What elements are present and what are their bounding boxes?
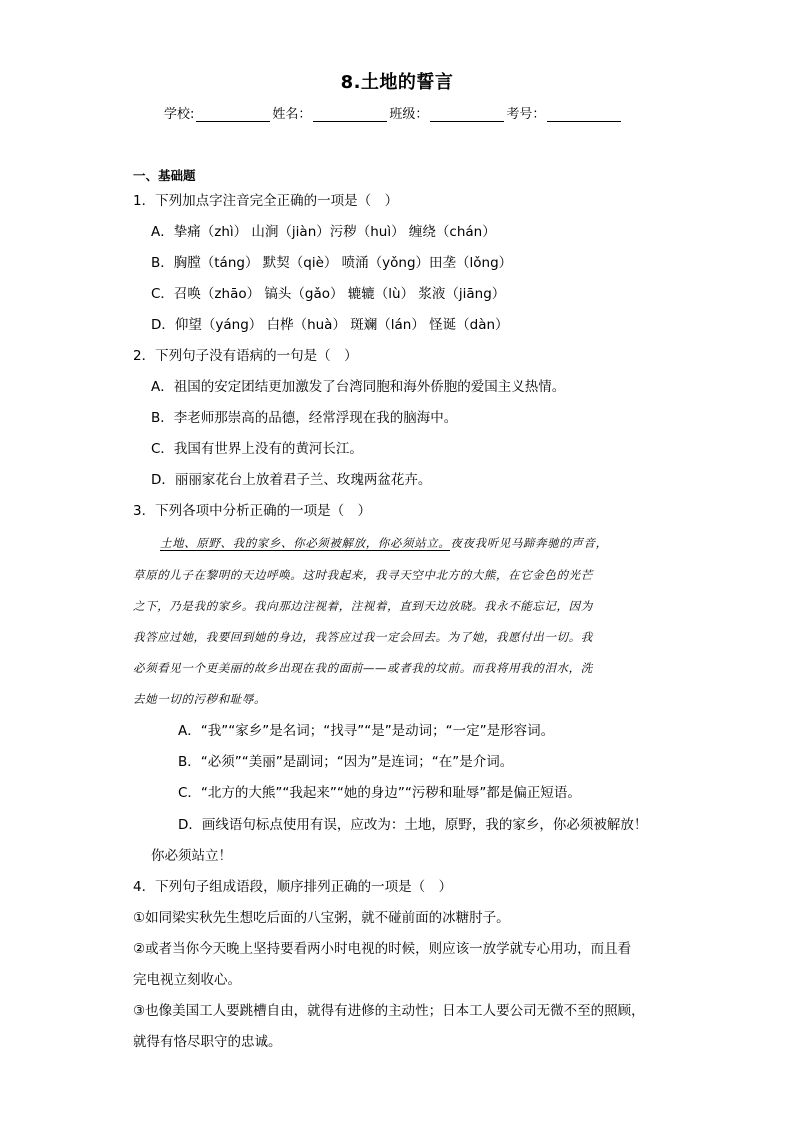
question-3-option-b[interactable]: B．“必须”“美丽”是副词；“因为”是连词；“在”是介词。 — [178, 754, 514, 770]
student-info-row — [164, 103, 623, 122]
question-3-option-d[interactable]: D．画线语句标点使用有误，应改为：土地，原野，我的家乡，你必须被解放！ — [178, 817, 648, 833]
question-2-option-a[interactable]: A．祖国的安定团结更加激发了台湾同胞和海外侨胞的爱国主义热情。 — [151, 379, 566, 395]
name-label: 姓名： — [272, 107, 312, 122]
question-3-stem: 3．下列各项中分析正确的一项是（ ） — [133, 503, 372, 519]
passage-line-1-rest: 夜夜我听见马蹄奔驰的声音， — [450, 536, 608, 550]
question-4-sentence-2-continued: 完电视立刻收心。 — [133, 972, 241, 988]
question-4-stem: 4．下列句子组成语段，顺序排列正确的一项是（ ） — [133, 879, 453, 895]
question-1-option-a[interactable]: A．挚痛（zhì） 山涧（jiàn）污秽（huì） 缠绕（chán） — [151, 224, 496, 240]
page-title: 8.土地的誓言 — [340, 72, 454, 93]
name-blank[interactable] — [313, 107, 387, 122]
question-4-sentence-3: ③也像美国工人要跳槽自由，就得有进修的主动性；日本工人要公司无微不至的照顾， — [133, 1003, 645, 1019]
school-field — [164, 103, 272, 122]
class-blank[interactable] — [430, 107, 504, 122]
passage-line-2: 草原的儿子在黎明的天边呼唤。这时我起来，我寻天空中北方的大熊，在它金色的光芒 — [133, 568, 593, 582]
exam-label: 考号： — [506, 107, 546, 122]
section-heading: 一、基础题 — [133, 168, 196, 183]
question-1-stem: 1．下列加点字注音完全正确的一项是（ ） — [133, 193, 399, 209]
school-blank[interactable] — [196, 107, 270, 122]
class-label: 班级： — [389, 107, 429, 122]
name-field — [272, 103, 389, 122]
question-1-option-c[interactable]: C．召唤（zhāo） 镐头（gǎo） 辘辘（lù） 浆液（jiāng） — [151, 286, 506, 302]
question-3-option-c[interactable]: C．“北方的大熊”“我起来”“她的身边”“污秽和耻辱”都是偏正短语。 — [178, 785, 581, 801]
passage-line-6: 去她一切的污秽和耻辱。 — [133, 692, 267, 706]
passage-line-5: 必须看见一个更美丽的故乡出现在我的面前——或者我的坟前。而我将用我的泪水，洗 — [133, 661, 593, 675]
question-3-option-a[interactable]: A．“我”“家乡”是名词；“找寻”“是”是动词；“一定”是形容词。 — [178, 723, 555, 739]
passage-line-3: 之下，乃是我的家乡。我向那边注视着，注视着，直到天边放晓。我永不能忘记，因为 — [133, 599, 593, 613]
question-2-option-c[interactable]: C．我国有世界上没有的黄河长江。 — [151, 441, 363, 457]
passage-line-4: 我答应过她，我要回到她的身边，我答应过我一定会回去。为了她，我愿付出一切。我 — [133, 630, 593, 644]
question-3-option-d-continued: 你必须站立！ — [151, 848, 232, 864]
school-label: 学校: — [164, 107, 195, 122]
question-1-option-d[interactable]: D．仰望（yáng） 白桦（huà） 斑斓（lán） 怪诞（dàn） — [151, 317, 509, 333]
exam-blank[interactable] — [547, 107, 621, 122]
question-1-option-b[interactable]: B．胸膛（táng） 默契（qiè） 喷涌（yǒng）田垄（lǒng） — [151, 255, 513, 271]
question-2-option-d[interactable]: D．丽丽家花台上放着君子兰、玫瑰两盆花卉。 — [151, 472, 432, 488]
class-field — [389, 103, 506, 122]
question-2-stem: 2．下列句子没有语病的一句是（ ） — [133, 348, 358, 364]
question-2-option-b[interactable]: B．李老师那崇高的品德，经常浮现在我的脑海中。 — [151, 410, 458, 426]
passage-underlined-sentence: 土地、原野、我的家乡、你必须被解放，你必须站立。 — [160, 536, 451, 550]
question-4-sentence-3-continued: 就得有恪尽职守的忠诚。 — [133, 1034, 282, 1050]
question-4-sentence-1: ①如同梁实秋先生想吃后面的八宝粥，就不碰前面的冰糖肘子。 — [133, 910, 510, 926]
question-4-sentence-2: ②或者当你今天晚上坚持要看两小时电视的时候，则应该一放学就专心用功，而且看 — [133, 941, 632, 957]
exam-number-field — [506, 103, 623, 122]
passage-line-1 — [160, 533, 608, 553]
